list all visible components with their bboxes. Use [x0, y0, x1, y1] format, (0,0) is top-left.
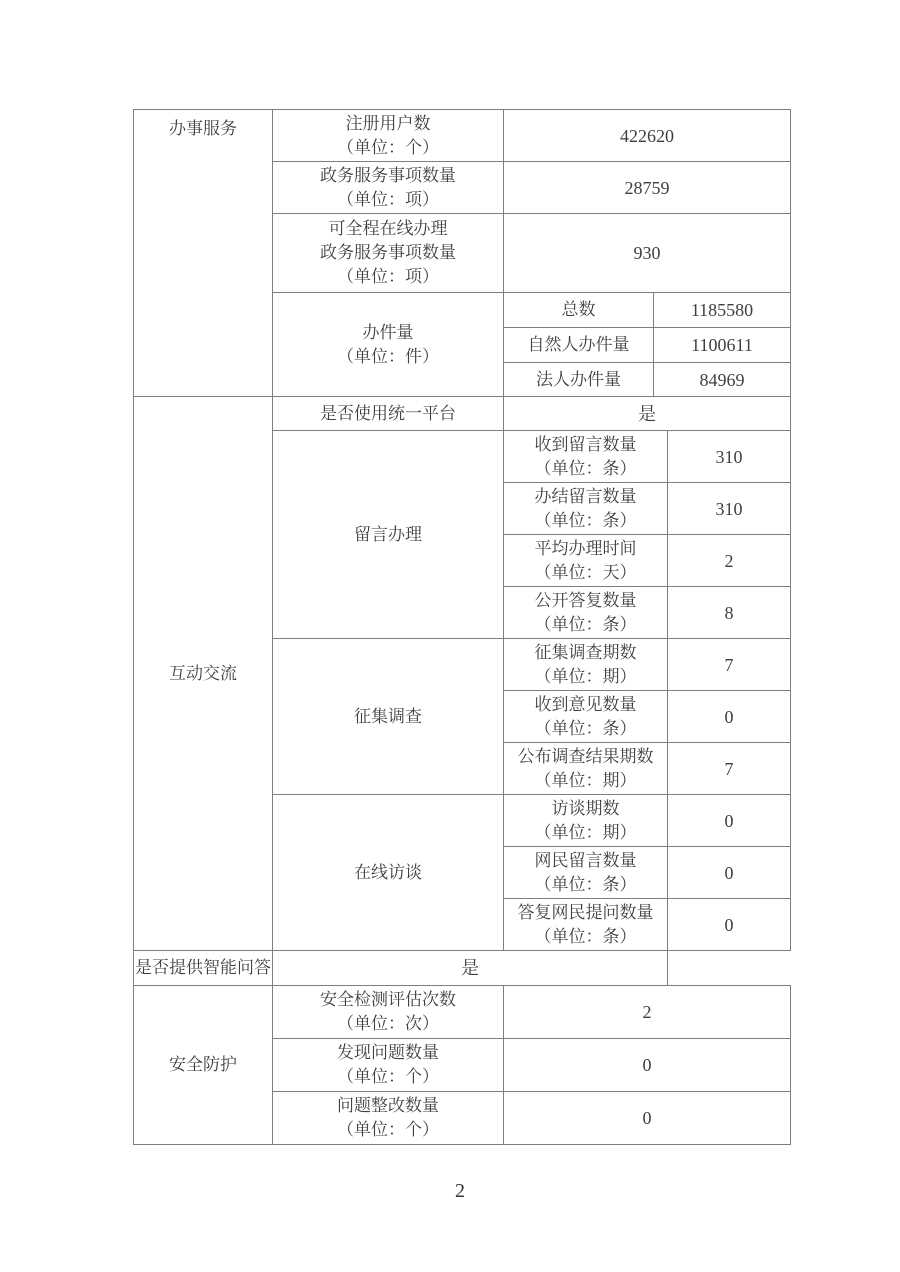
label-cell-case-volume: [273, 293, 504, 397]
label-cell-security-assessments: [273, 986, 504, 1039]
label-text: 办结留言数量: [534, 486, 637, 506]
unit-text: （单位：条）: [534, 510, 637, 530]
unit-text: （单位：项）: [337, 189, 439, 209]
value-cell-smart-qa: 是: [273, 951, 668, 986]
unit-text: （单位：条）: [534, 614, 637, 634]
value-cell-service-items: 28759: [504, 162, 791, 214]
label-cell-problems-found: [273, 1039, 504, 1092]
sublabel-cell-average-handling-time: [504, 535, 668, 587]
sublabel-cell-messages-received: [504, 431, 668, 483]
label-text: 问题整改数量: [337, 1096, 439, 1115]
value-cell-netizen-messages: 0: [668, 847, 791, 899]
statistics-table: [133, 109, 791, 1145]
unit-text: （单位：件）: [337, 346, 439, 366]
value-cell-opinions-received: 0: [668, 691, 791, 743]
category-cell-interaction: 互动交流: [134, 397, 273, 951]
unit-text: （单位：次）: [337, 1014, 439, 1033]
value-cell-total: 1185580: [654, 293, 791, 328]
label-text: 发现问题数量: [337, 1043, 439, 1062]
label-text: 平均办理时间: [534, 538, 637, 558]
sublabel-cell-interview-periods: [504, 795, 668, 847]
value-cell-problems-found: 0: [504, 1039, 791, 1092]
value-cell-public-replies: 8: [668, 587, 791, 639]
label-text: 访谈期数: [551, 798, 620, 818]
unit-text: （单位：期）: [534, 822, 637, 842]
category-cell-security: 安全防护: [134, 986, 273, 1145]
label-text: 办件量: [362, 322, 414, 342]
page-number: 2: [455, 1180, 465, 1202]
label-cell-registered-users: [273, 110, 504, 162]
label-text: 公布调查结果期数: [517, 746, 654, 766]
value-cell-registered-users: 422620: [504, 110, 791, 162]
value-cell-legal-person: 84969: [654, 363, 791, 397]
label-cell-problems-rectified: [273, 1092, 504, 1145]
unit-text: （单位：个）: [337, 1120, 439, 1139]
value-cell-interview-periods: 0: [668, 795, 791, 847]
unit-text: （单位：期）: [534, 666, 637, 686]
label-text: 收到留言数量: [534, 434, 637, 454]
sublabel-cell-legal-person: 法人办件量: [504, 363, 654, 397]
label-cell-unified-platform: 是否使用统一平台: [273, 397, 504, 431]
label-text: 注册用户数: [345, 113, 431, 133]
unit-text: （单位：条）: [534, 458, 637, 478]
sublabel-cell-netizen-questions-answered: [504, 899, 668, 951]
label-cell-full-online-items: [273, 214, 504, 293]
value-cell-survey-results-published: 7: [668, 743, 791, 795]
sublabel-cell-survey-periods: [504, 639, 668, 691]
sublabel-cell-public-replies: [504, 587, 668, 639]
label-text: 政务服务事项数量: [320, 243, 456, 262]
label-cell-smart-qa: 是否提供智能问答: [134, 951, 273, 986]
label-text: 政务服务事项数量: [320, 165, 456, 185]
label-text: 答复网民提问数量: [517, 902, 654, 922]
label-cell-online-interview: 在线访谈: [273, 795, 504, 951]
value-cell-unified-platform: 是: [504, 397, 791, 431]
value-cell-problems-rectified: 0: [504, 1092, 791, 1145]
value-cell-netizen-questions-answered: 0: [668, 899, 791, 951]
label-text: 征集调查期数: [534, 642, 637, 662]
unit-text: （单位：期）: [534, 770, 637, 790]
unit-text: （单位：条）: [534, 926, 637, 946]
sublabel-cell-netizen-messages: [504, 847, 668, 899]
unit-text: （单位：条）: [534, 874, 637, 894]
value-cell-messages-received: 310: [668, 431, 791, 483]
sublabel-cell-opinions-received: [504, 691, 668, 743]
value-cell-natural-person: 1100611: [654, 328, 791, 363]
label-text: 可全程在线办理: [328, 219, 448, 238]
value-cell-messages-resolved: 310: [668, 483, 791, 535]
value-cell-full-online-items: 930: [504, 214, 791, 293]
table-row: [134, 110, 791, 162]
value-cell-average-handling-time: 2: [668, 535, 791, 587]
sublabel-cell-natural-person: 自然人办件量: [504, 328, 654, 363]
unit-text: （单位：个）: [337, 137, 439, 157]
label-text: 收到意见数量: [534, 694, 637, 714]
label-cell-service-items: [273, 162, 504, 214]
sublabel-cell-total: 总数: [504, 293, 654, 328]
value-cell-survey-periods: 7: [668, 639, 791, 691]
unit-text: （单位：条）: [534, 718, 637, 738]
label-cell-message-handling: 留言办理: [273, 431, 504, 639]
table-row: [134, 397, 791, 431]
unit-text: （单位：个）: [337, 1067, 439, 1086]
category-cell-service: 办事服务: [134, 110, 273, 397]
unit-text: （单位：天）: [534, 562, 637, 582]
value-cell-security-assessments: 2: [504, 986, 791, 1039]
label-text: 网民留言数量: [534, 850, 637, 870]
unit-text: （单位：项）: [337, 267, 439, 286]
label-text: 安全检测评估次数: [320, 990, 456, 1009]
sublabel-cell-survey-results-published: [504, 743, 668, 795]
sublabel-cell-messages-resolved: [504, 483, 668, 535]
table-row: [134, 986, 791, 1039]
label-cell-survey: 征集调查: [273, 639, 504, 795]
label-text: 公开答复数量: [534, 590, 637, 610]
table-row: [134, 951, 791, 986]
